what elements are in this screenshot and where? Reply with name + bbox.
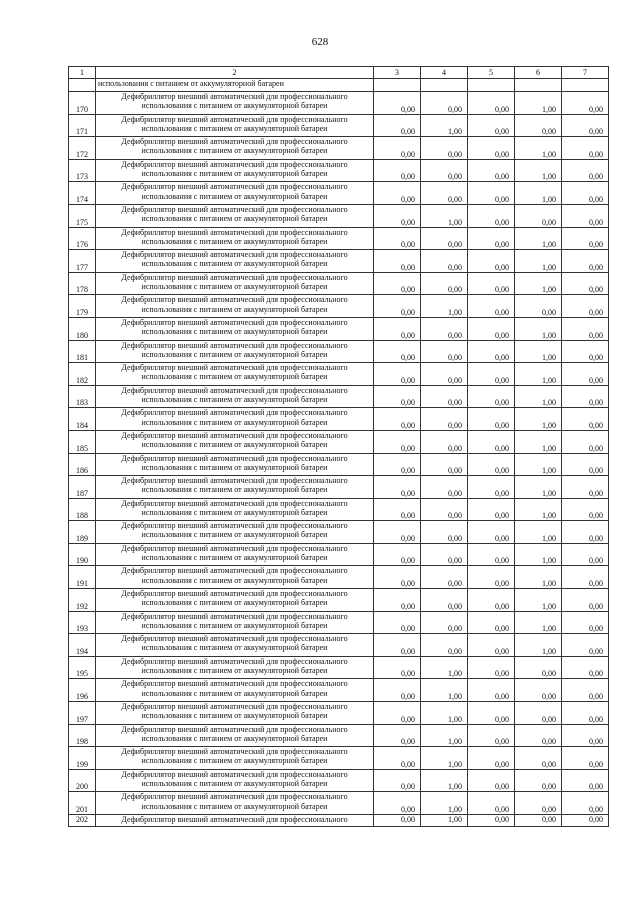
value-cell: 1,00 [515,589,562,612]
row-number-cell: 201 [69,792,96,815]
value-cell: 0,00 [562,815,609,827]
value-cell: 0,00 [468,159,515,182]
value-cell: 0,00 [421,272,468,295]
value-cell: 0,00 [374,679,421,702]
row-number-cell: 185 [69,430,96,453]
value-cell: 0,00 [421,589,468,612]
value-cell: 0,00 [421,521,468,544]
table-row [69,611,609,634]
table-cell [468,79,515,92]
value-cell: 0,00 [421,385,468,408]
item-name-cell: Дефибриллятор внешний автоматический для профессионального использования с питанием от аккумуляторной батареи [96,114,374,137]
table-row [69,521,609,544]
value-cell: 0,00 [374,521,421,544]
value-cell: 0,00 [421,476,468,499]
value-cell: 0,00 [468,634,515,657]
table-row [69,408,609,431]
page-number: 628 [311,36,329,48]
value-cell: 0,00 [421,453,468,476]
table-row [69,589,609,612]
row-number-cell: 196 [69,679,96,702]
value-cell: 0,00 [562,543,609,566]
value-cell: 0,00 [421,611,468,634]
value-cell: 1,00 [421,702,468,725]
value-cell: 0,00 [374,498,421,521]
value-cell: 0,00 [374,204,421,227]
value-cell: 1,00 [421,679,468,702]
item-name-cell: Дефибриллятор внешний автоматический для профессионального использования с питанием от аккумуляторной батареи [96,182,374,205]
value-cell: 0,00 [374,92,421,115]
item-name-cell: Дефибриллятор внешний автоматический для профессионального использования с питанием от аккумуляторной батареи [96,543,374,566]
value-cell: 0,00 [421,159,468,182]
value-cell: 0,00 [468,498,515,521]
table-row [69,204,609,227]
table-row [69,92,609,115]
value-cell: 0,00 [515,656,562,679]
item-name-cell: Дефибриллятор внешний автоматический для профессионального использования с питанием от аккумуляторной батареи [96,634,374,657]
value-cell: 0,00 [468,340,515,363]
table-row [69,769,609,792]
header-row [69,67,609,79]
item-name-cell: Дефибриллятор внешний автоматический для профессионального использования с питанием от аккумуляторной батареи [96,385,374,408]
value-cell: 0,00 [562,385,609,408]
value-cell: 0,00 [562,227,609,250]
row-number-cell: 178 [69,272,96,295]
value-cell: 0,00 [515,295,562,318]
item-name-cell: Дефибриллятор внешний автоматический для профессионального использования с питанием от аккумуляторной батареи [96,408,374,431]
item-name-cell: Дефибриллятор внешний автоматический для профессионального использования с питанием от аккумуляторной батареи [96,724,374,747]
value-cell: 0,00 [374,340,421,363]
table-cell [69,79,96,92]
item-name-cell: Дефибриллятор внешний автоматический для профессионального использования с питанием от аккумуляторной батареи [96,521,374,544]
value-cell: 0,00 [515,204,562,227]
value-cell: 0,00 [515,702,562,725]
item-name-cell: Дефибриллятор внешний автоматический для профессионального использования с питанием от аккумуляторной батареи [96,204,374,227]
row-number-cell: 180 [69,317,96,340]
value-cell: 0,00 [562,566,609,589]
value-cell: 0,00 [562,340,609,363]
item-name-cell: Дефибриллятор внешний автоматический для профессионального использования с питанием от аккумуляторной батареи [96,498,374,521]
value-cell: 0,00 [421,340,468,363]
row-number-cell: 192 [69,589,96,612]
value-cell: 0,00 [468,92,515,115]
table-row [69,453,609,476]
item-name-cell: Дефибриллятор внешний автоматический для профессионального использования с питанием от аккумуляторной батареи [96,679,374,702]
item-name-cell: Дефибриллятор внешний автоматический для профессионального использования с питанием от аккумуляторной батареи [96,317,374,340]
value-cell: 0,00 [374,792,421,815]
table-row [69,227,609,250]
value-cell: 0,00 [468,295,515,318]
item-name-cell: Дефибриллятор внешний автоматический для профессионального использования с питанием от аккумуляторной батареи [96,769,374,792]
value-cell: 0,00 [374,295,421,318]
value-cell: 1,00 [515,408,562,431]
table-row [69,747,609,770]
row-number-cell: 191 [69,566,96,589]
item-name-cell: Дефибриллятор внешний автоматический для профессионального использования с питанием от аккумуляторной батареи [96,340,374,363]
row-number-cell: 175 [69,204,96,227]
value-cell: 0,00 [515,724,562,747]
item-name-cell: Дефибриллятор внешний автоматический для профессионального использования с питанием от аккумуляторной батареи [96,272,374,295]
table-row [69,114,609,137]
value-cell: 0,00 [421,430,468,453]
row-number-cell: 190 [69,543,96,566]
row-number-cell: 174 [69,182,96,205]
value-cell: 0,00 [468,566,515,589]
value-cell: 0,00 [515,114,562,137]
value-cell: 0,00 [562,679,609,702]
table-row [69,317,609,340]
value-cell: 1,00 [421,747,468,770]
item-name-cell: Дефибриллятор внешний автоматический для профессионального использования с питанием от аккумуляторной батареи [96,363,374,386]
value-cell: 0,00 [468,227,515,250]
value-cell: 0,00 [374,611,421,634]
table-row [69,385,609,408]
table-cell [421,79,468,92]
value-cell: 0,00 [374,317,421,340]
row-number-cell: 188 [69,498,96,521]
value-cell: 0,00 [562,204,609,227]
value-cell: 0,00 [468,408,515,431]
value-cell: 0,00 [374,476,421,499]
value-cell: 0,00 [468,815,515,827]
row-number-cell: 193 [69,611,96,634]
value-cell: 0,00 [374,589,421,612]
value-cell: 0,00 [374,137,421,160]
row-number-cell: 172 [69,137,96,160]
value-cell: 0,00 [515,792,562,815]
value-cell: 0,00 [374,453,421,476]
value-cell: 1,00 [421,295,468,318]
row-number-cell: 187 [69,476,96,499]
value-cell: 0,00 [468,114,515,137]
item-name-cell: Дефибриллятор внешний автоматический для профессионального [96,815,374,827]
value-cell: 0,00 [562,498,609,521]
value-cell: 0,00 [468,611,515,634]
table-row [69,815,609,827]
row-number-cell: 189 [69,521,96,544]
row-number-cell: 170 [69,92,96,115]
value-cell: 1,00 [421,724,468,747]
value-cell: 0,00 [374,747,421,770]
value-cell: 1,00 [515,363,562,386]
table-row [69,792,609,815]
header-cell: 6 [515,67,562,79]
value-cell: 0,00 [374,385,421,408]
value-cell: 1,00 [515,182,562,205]
table-row [69,679,609,702]
value-cell: 1,00 [515,498,562,521]
value-cell: 0,00 [562,634,609,657]
value-cell: 0,00 [374,272,421,295]
value-cell: 0,00 [562,656,609,679]
value-cell: 0,00 [468,317,515,340]
row-number-cell: 184 [69,408,96,431]
header-cell: 5 [468,67,515,79]
value-cell: 0,00 [468,250,515,273]
value-cell: 0,00 [562,272,609,295]
value-cell: 1,00 [421,769,468,792]
value-cell: 1,00 [515,340,562,363]
value-cell: 1,00 [421,792,468,815]
table-row [69,543,609,566]
item-name-cell: использования с питанием от аккумуляторной батареи [96,79,374,92]
value-cell: 0,00 [421,498,468,521]
table-cell [374,79,421,92]
value-cell: 1,00 [421,656,468,679]
value-cell: 1,00 [515,566,562,589]
item-name-cell: Дефибриллятор внешний автоматический для профессионального использования с питанием от аккумуляторной батареи [96,747,374,770]
value-cell: 0,00 [562,453,609,476]
value-cell: 0,00 [421,227,468,250]
value-cell: 0,00 [562,521,609,544]
value-cell: 0,00 [562,611,609,634]
value-cell: 0,00 [468,521,515,544]
value-cell: 1,00 [515,137,562,160]
value-cell: 0,00 [468,656,515,679]
value-cell: 0,00 [562,114,609,137]
value-cell: 0,00 [374,430,421,453]
row-number-cell: 186 [69,453,96,476]
value-cell: 0,00 [562,430,609,453]
value-cell: 0,00 [468,137,515,160]
table-row [69,702,609,725]
item-name-cell: Дефибриллятор внешний автоматический для профессионального использования с питанием от аккумуляторной батареи [96,566,374,589]
row-number-cell: 197 [69,702,96,725]
value-cell: 0,00 [562,159,609,182]
header-cell: 3 [374,67,421,79]
value-cell: 0,00 [374,634,421,657]
value-cell: 0,00 [421,566,468,589]
value-cell: 1,00 [515,521,562,544]
row-number-cell: 176 [69,227,96,250]
item-name-cell: Дефибриллятор внешний автоматический для профессионального использования с питанием от аккумуляторной батареи [96,656,374,679]
table-row [69,250,609,273]
item-name-cell: Дефибриллятор внешний автоматический для профессионального использования с питанием от аккумуляторной батареи [96,476,374,499]
value-cell: 1,00 [421,114,468,137]
value-cell: 0,00 [374,114,421,137]
value-cell: 0,00 [515,815,562,827]
value-cell: 0,00 [421,634,468,657]
table-row [69,182,609,205]
value-cell: 0,00 [374,724,421,747]
value-cell: 1,00 [515,611,562,634]
item-name-cell: Дефибриллятор внешний автоматический для профессионального использования с питанием от аккумуляторной батареи [96,611,374,634]
value-cell: 1,00 [515,543,562,566]
row-number-cell: 200 [69,769,96,792]
value-cell: 0,00 [421,182,468,205]
table-row [69,498,609,521]
value-cell: 0,00 [374,227,421,250]
row-number-cell: 182 [69,363,96,386]
value-cell: 0,00 [421,363,468,386]
value-cell: 0,00 [421,317,468,340]
value-cell: 1,00 [515,634,562,657]
value-cell: 0,00 [374,656,421,679]
value-cell: 1,00 [515,476,562,499]
value-cell: 0,00 [468,543,515,566]
value-cell: 0,00 [562,747,609,770]
item-name-cell: Дефибриллятор внешний автоматический для профессионального использования с питанием от аккумуляторной батареи [96,589,374,612]
item-name-cell: Дефибриллятор внешний автоматический для профессионального использования с питанием от аккумуляторной батареи [96,137,374,160]
row-number-cell: 183 [69,385,96,408]
value-cell: 1,00 [515,92,562,115]
value-cell: 0,00 [562,363,609,386]
value-cell: 0,00 [562,295,609,318]
value-cell: 0,00 [562,792,609,815]
item-name-cell: Дефибриллятор внешний автоматический для профессионального использования с питанием от аккумуляторной батареи [96,702,374,725]
header-cell: 1 [69,67,96,79]
row-number-cell: 202 [69,815,96,827]
item-name-cell: Дефибриллятор внешний автоматический для профессионального использования с питанием от аккумуляторной батареи [96,295,374,318]
value-cell: 0,00 [421,408,468,431]
row-number-cell: 181 [69,340,96,363]
row-number-cell: 173 [69,159,96,182]
value-cell: 1,00 [515,159,562,182]
value-cell: 0,00 [468,385,515,408]
value-cell: 0,00 [468,724,515,747]
value-cell: 0,00 [562,92,609,115]
value-cell: 0,00 [374,702,421,725]
item-name-cell: Дефибриллятор внешний автоматический для профессионального использования с питанием от аккумуляторной батареи [96,92,374,115]
value-cell: 0,00 [374,182,421,205]
value-cell: 0,00 [468,363,515,386]
data-table [68,66,609,827]
value-cell: 0,00 [468,792,515,815]
table-row [69,363,609,386]
row-number-cell: 179 [69,295,96,318]
table-row [69,566,609,589]
value-cell: 0,00 [374,408,421,431]
table-row [69,724,609,747]
value-cell: 0,00 [468,430,515,453]
value-cell: 1,00 [515,317,562,340]
row-number-cell: 199 [69,747,96,770]
value-cell: 0,00 [515,747,562,770]
table-row [69,137,609,160]
value-cell: 0,00 [421,92,468,115]
value-cell: 0,00 [468,204,515,227]
row-number-cell: 198 [69,724,96,747]
table-row [69,340,609,363]
value-cell: 0,00 [374,159,421,182]
table-row [69,272,609,295]
value-cell: 0,00 [374,566,421,589]
row-number-cell: 195 [69,656,96,679]
value-cell: 0,00 [374,250,421,273]
value-cell: 0,00 [468,679,515,702]
table-row [69,634,609,657]
value-cell: 0,00 [468,272,515,295]
item-name-cell: Дефибриллятор внешний автоматический для профессионального использования с питанием от аккумуляторной батареи [96,792,374,815]
value-cell: 0,00 [562,589,609,612]
value-cell: 0,00 [515,679,562,702]
value-cell: 0,00 [374,769,421,792]
value-cell: 0,00 [562,702,609,725]
header-cell: 2 [96,67,374,79]
continuation-row [69,79,609,92]
item-name-cell: Дефибриллятор внешний автоматический для профессионального использования с питанием от аккумуляторной батареи [96,250,374,273]
table-cell [515,79,562,92]
value-cell: 0,00 [562,137,609,160]
value-cell: 0,00 [562,724,609,747]
value-cell: 1,00 [515,385,562,408]
value-cell: 0,00 [421,543,468,566]
value-cell: 1,00 [515,227,562,250]
value-cell: 0,00 [515,769,562,792]
value-cell: 0,00 [562,250,609,273]
value-cell: 0,00 [562,408,609,431]
value-cell: 1,00 [515,453,562,476]
value-cell: 0,00 [374,815,421,827]
item-name-cell: Дефибриллятор внешний автоматический для профессионального использования с питанием от аккумуляторной батареи [96,159,374,182]
value-cell: 0,00 [468,476,515,499]
value-cell: 0,00 [374,543,421,566]
value-cell: 1,00 [421,815,468,827]
value-cell: 0,00 [468,769,515,792]
value-cell: 0,00 [562,182,609,205]
table-row [69,476,609,499]
value-cell: 0,00 [468,747,515,770]
value-cell: 1,00 [515,250,562,273]
table-cell [562,79,609,92]
value-cell: 0,00 [468,182,515,205]
row-number-cell: 194 [69,634,96,657]
value-cell: 0,00 [421,137,468,160]
value-cell: 0,00 [374,363,421,386]
item-name-cell: Дефибриллятор внешний автоматический для профессионального использования с питанием от аккумуляторной батареи [96,430,374,453]
value-cell: 1,00 [515,272,562,295]
value-cell: 0,00 [468,589,515,612]
item-name-cell: Дефибриллятор внешний автоматический для профессионального использования с питанием от аккумуляторной батареи [96,227,374,250]
row-number-cell: 177 [69,250,96,273]
value-cell: 0,00 [421,250,468,273]
item-name-cell: Дефибриллятор внешний автоматический для профессионального использования с питанием от аккумуляторной батареи [96,453,374,476]
value-cell: 0,00 [562,476,609,499]
value-cell: 1,00 [515,430,562,453]
value-cell: 0,00 [562,317,609,340]
table-row [69,159,609,182]
value-cell: 0,00 [468,453,515,476]
table-row [69,656,609,679]
value-cell: 1,00 [421,204,468,227]
value-cell: 0,00 [562,769,609,792]
table-row [69,295,609,318]
header-cell: 7 [562,67,609,79]
value-cell: 0,00 [468,702,515,725]
table-row [69,430,609,453]
row-number-cell: 171 [69,114,96,137]
header-cell: 4 [421,67,468,79]
